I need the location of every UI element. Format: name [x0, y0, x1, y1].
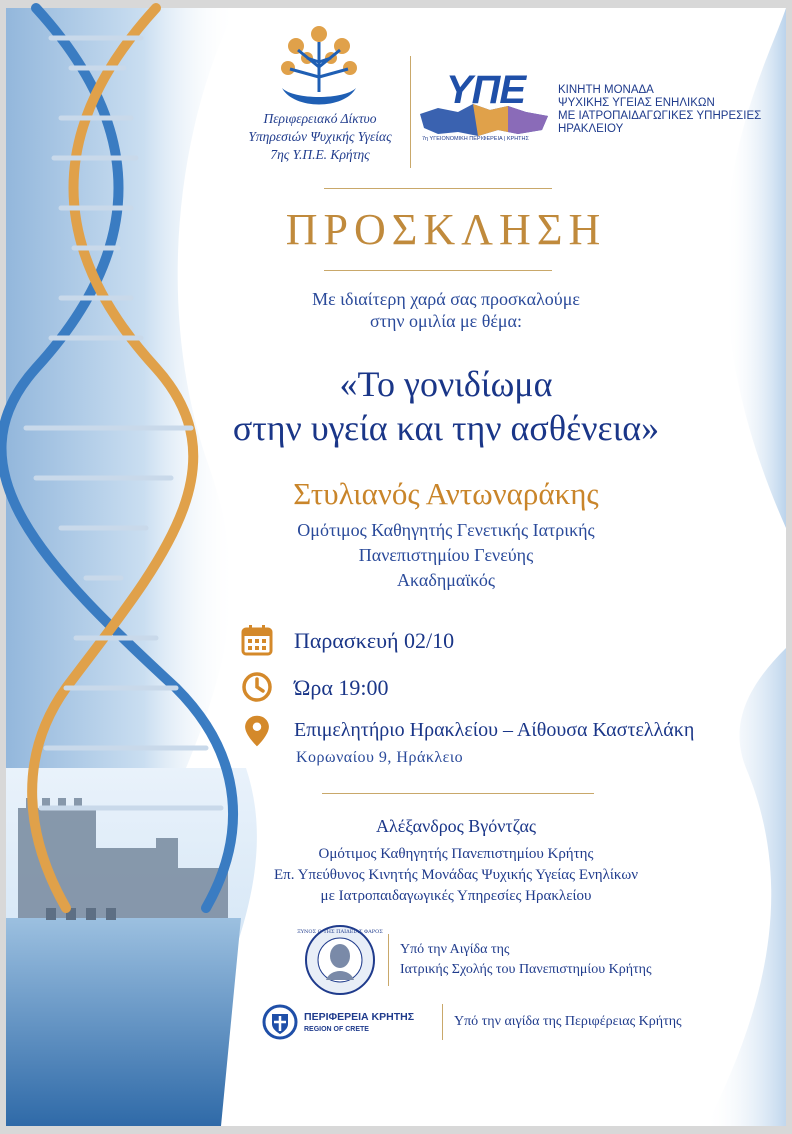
university-seal [297, 924, 383, 996]
host-name: Αλέξανδρος Βγόντζας [376, 816, 536, 836]
ype-logo [418, 68, 554, 154]
network-logo [274, 22, 364, 118]
region-logo-subtitle: REGION OF CRETE [304, 1026, 369, 1033]
intro-line: στην ομιλία με θέμα: [370, 311, 522, 331]
speaker-name: Στυλιανός Αντωναράκης [293, 476, 599, 511]
heading-rule-top [324, 188, 552, 189]
speaker-title-line: Ακαδημαϊκός [397, 570, 495, 590]
tree-hands-icon [274, 22, 364, 118]
host-title-line: με Ιατροπαιδαγωγικές Υπηρεσίες Ηρακλείου [320, 888, 592, 904]
university-auspices [400, 940, 720, 980]
clock-icon [240, 670, 274, 704]
mobile-unit-name [558, 84, 778, 136]
event-time: Ώρα 19:00 [294, 675, 389, 700]
region-auspices: Υπό την αιγίδα της Περιφέρειας Κρήτης [454, 1014, 682, 1029]
event-date: Παρασκευή 02/10 [294, 628, 455, 653]
speaker-title-line: Ομότιμος Καθηγητής Γενετικής Ιατρικής [297, 520, 595, 540]
map-pin-icon [240, 714, 274, 748]
university-seal-icon [297, 924, 383, 996]
network-name-line: Περιφερειακό Δίκτυο [263, 111, 377, 126]
network-name-line: Υπηρεσιών Ψυχικής Υγείας [248, 129, 392, 144]
ype-logo-text: ΥΠΕ [446, 68, 526, 112]
university-divider [388, 934, 389, 986]
heading-rule-bottom [324, 270, 552, 271]
topic-line: «Το γονιδίωμα [339, 364, 553, 404]
speaker-title-line: Πανεπιστημίου Γενεύης [358, 545, 534, 565]
header-divider [410, 56, 411, 168]
region-logo-title: ΠΕΡΙΦΕΡΕΙΑ ΚΡΗΤΗΣ [304, 1011, 415, 1023]
host-rule [322, 793, 594, 794]
event-address: Κορωναίου 9, Ηράκλειο [296, 749, 464, 766]
university-auspices-line: Υπό την Αιγίδα της [400, 942, 510, 957]
talk-topic [166, 362, 726, 450]
mobile-unit-line: ΚΙΝΗΤΗ ΜΟΝΑΔΑ [558, 84, 654, 96]
host-title-line: Ομότιμος Καθηγητής Πανεπιστημίου Κρήτης [318, 846, 594, 862]
mobile-unit-line: ΗΡΑΚΛΕΙΟΥ [558, 123, 624, 135]
university-auspices-line: Ιατρικής Σχολής του Πανεπιστημίου Κρήτης [400, 962, 652, 977]
calendar-icon [240, 623, 274, 657]
greek-emblem-icon [262, 1004, 298, 1040]
speaker-titles [206, 518, 686, 593]
mobile-unit-line: ΨΥΧΙΚΗΣ ΥΓΕΙΑΣ ΕΝΗΛΙΚΩΝ [558, 97, 715, 109]
host-title-line: Επ. Υπεύθυνος Κινητής Μονάδας Ψυχικής Υγείας Ενηλίκων [273, 867, 639, 883]
region-divider [442, 1004, 443, 1040]
intro-line: Με ιδιαίτερη χαρά σας προσκαλούμε [312, 289, 580, 309]
invitation-poster [6, 8, 786, 1126]
event-venue: Επιμελητήριο Ηρακλείου – Αίθουσα Καστελλάκη [294, 719, 695, 741]
ype-subtitle: 7η ΥΓΕΙΟΝΟΜΙΚΗ ΠΕΡΙΦΕΡΕΙΑ | ΚΡΗΤΗΣ [422, 136, 529, 142]
network-name [232, 110, 408, 164]
university-seal-text: ΞΥΝΟΣ Ο ΤΗΣ ΠΑΙΔΕΙΑΣ ΦΑΡΟΣ [297, 929, 383, 935]
mobile-unit-line: ΜΕ ΙΑΤΡΟΠΑΙΔΑΓΩΓΙΚΕΣ ΥΠΗΡΕΣΙΕΣ [558, 110, 762, 122]
invitation-heading: ΠΡΟΣΚΛΗΣΗ [285, 205, 607, 254]
host-titles [226, 844, 686, 907]
topic-line: στην υγεία και την ασθένεια» [232, 408, 660, 448]
intro-text [226, 288, 666, 332]
network-name-line: 7ης Υ.Π.Ε. Κρήτης [270, 147, 370, 162]
